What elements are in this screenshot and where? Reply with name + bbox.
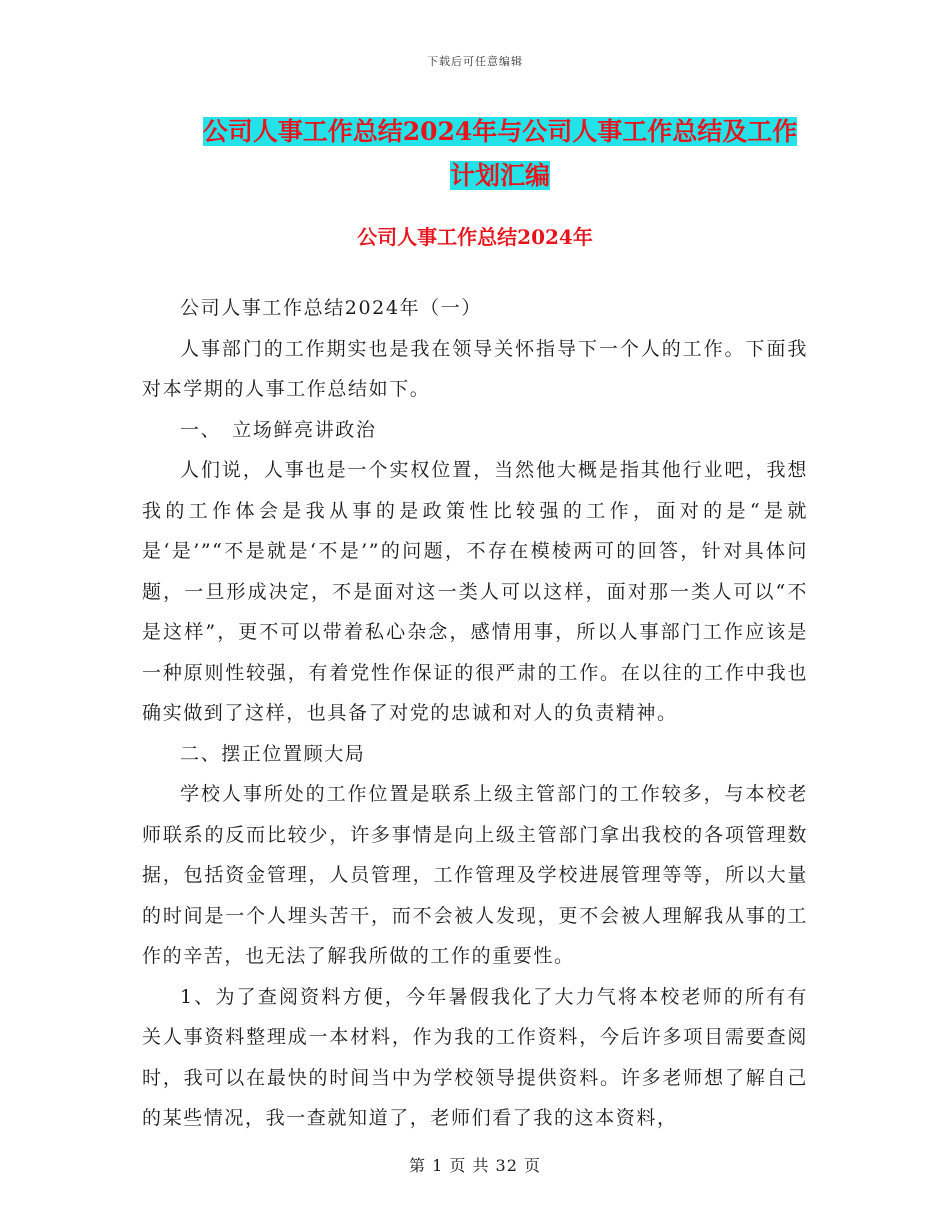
- document-body: [142, 288, 808, 1139]
- page-footer: 第 1 页 共 32 页: [409, 1156, 541, 1175]
- header-note: 下载后可任意编辑: [427, 55, 523, 68]
- paragraph-two: 学校人事所处的工作位置是联系上级主管部门的工作较多，与本校老师联系的反而比较少，许多事情是向上级主管部门拿出我校的各项管理数据，包括资金管理，人员管理，工作管理及学校进展管理等等，所以大量的时间是一个人埋头苦干，而不会被人发现，更不会被人理解我从事的工作的辛苦，也无法了解我所做的工作的重要性。: [142, 783, 808, 967]
- document-title: [140, 110, 860, 198]
- paragraph-subtitle: 公司人事工作总结2024年（一）: [180, 297, 482, 319]
- paragraph-one: 人们说，人事也是一个实权位置，当然他大概是指其他行业吧，我想我的工作体会是我从事的是政策性比较强的工作，面对的是“是就是‘是’”“不是就是‘不是’”的问题，不存在模棱两可的回答，针对具体问题，一旦形成决定，不是面对这一类人可以这样，面对那一类人可以“不是这样”，更不可以带着私心杂念，感情用事，所以人事部门工作应该是一种原则性较强，有着党性作保证的很严肃的工作。在以往的工作中我也确实做到了这样，也具备了对党的忠诚和对人的负责精神。: [142, 459, 808, 724]
- document-title-line-2: 计划汇编: [449, 161, 550, 190]
- paragraph-intro: 人事部门的工作期实也是我在领导关怀指导下一个人的工作。下面我对本学期的人事工作总结如下。: [142, 337, 808, 400]
- heading-one: 一、 立场鲜亮讲政治: [180, 418, 377, 441]
- heading-two: 二、摆正位置顾大局: [180, 742, 366, 765]
- document-title-line-1: 公司人事工作总结2024年与公司人事工作总结及工作: [202, 117, 798, 146]
- section-title: 公司人事工作总结2024年: [357, 225, 593, 249]
- paragraph-item-1: 1、为了查阅资料方便，今年暑假我化了大力气将本校老师的所有有关人事资料整理成一本材料，作为我的工作资料，今后许多项目需要查阅时，我可以在最快的时间当中为学校领导提供资料。许多老师想了解自己的某些情况，我一查就知道了，老师们看了我的这本资料，: [142, 985, 808, 1129]
